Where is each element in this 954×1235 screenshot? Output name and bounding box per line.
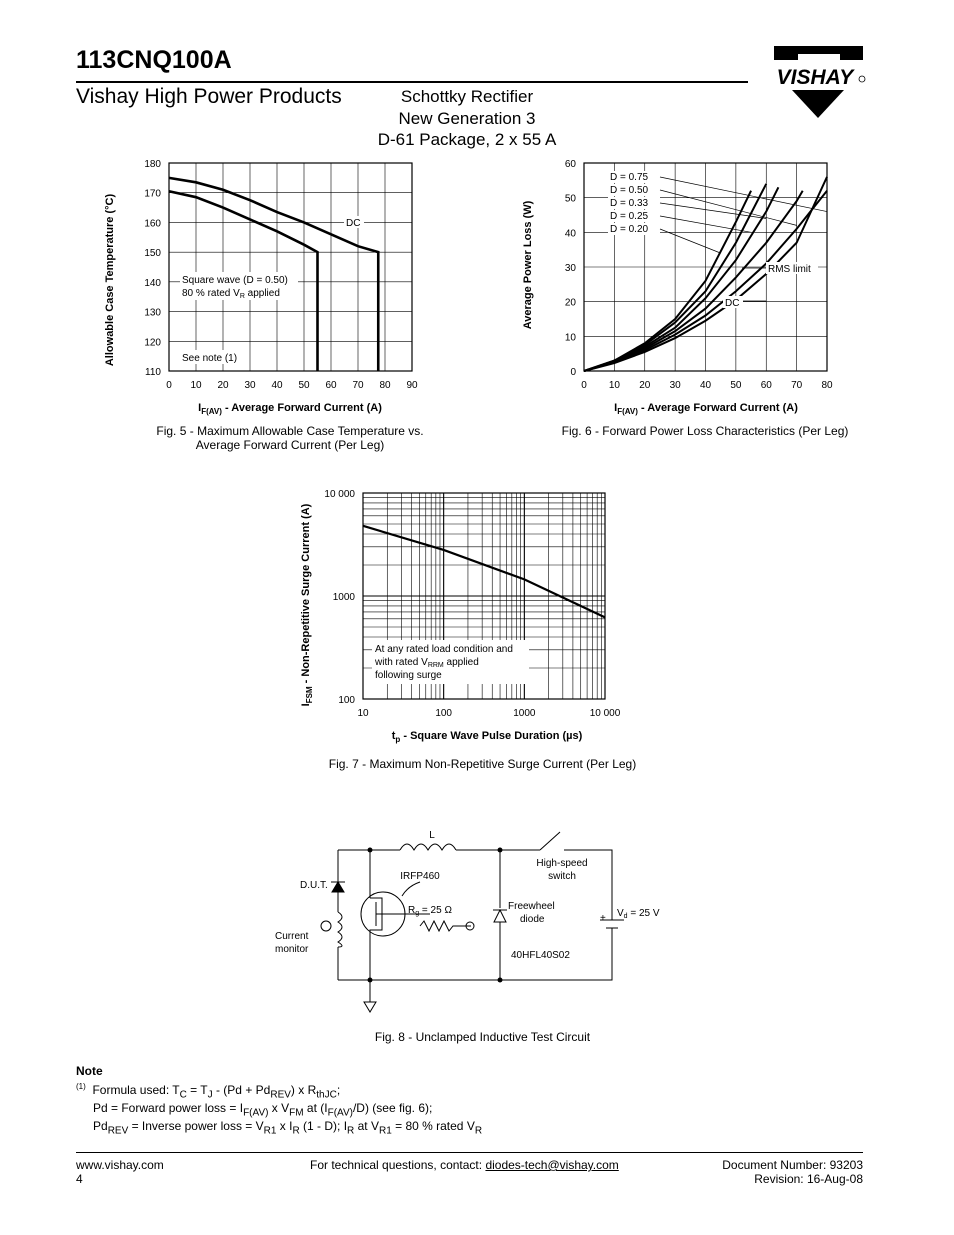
fig6-legend-label: D = 0.25 (610, 211, 649, 222)
fig6-legend-leader (660, 203, 766, 218)
fig5-xtick: 60 (325, 380, 337, 391)
fig5-xtick: 40 (271, 380, 283, 391)
fig6-xtick: 60 (760, 380, 772, 391)
label-part: 40HFL40S02 (511, 950, 570, 961)
vishay-logo (768, 46, 866, 120)
fig5-annot-sq2: 80 % rated $V_R$ applied (182, 288, 280, 300)
product-line-3: D-61 Package, 2 x 55 A (377, 130, 557, 149)
footer-website: www.vishay.com (76, 1158, 164, 1172)
contact-email-link[interactable]: diodes-tech@vishay.com (485, 1158, 619, 1172)
fig5-annot-note: See note (1) (182, 353, 238, 364)
fig7-caption: Fig. 7 - Maximum Non-Repetitive Surge Current (Per Leg) (328, 757, 637, 771)
label-rg: $R_g = 25$ Ω (408, 905, 452, 917)
fig5-ytick: 170 (144, 188, 161, 200)
footer-doc-number: Document Number: 93203 (722, 1158, 863, 1172)
label-fw2: diode (520, 914, 545, 925)
fig6-xtick: 30 (669, 380, 681, 391)
fig5-ytick: 140 (144, 277, 161, 289)
dut-diode (332, 882, 344, 892)
header-rule (76, 81, 748, 83)
fig6-xtick: 10 (608, 380, 620, 391)
fig6-xtick: 70 (791, 380, 803, 391)
fig6-ytick: 10 (564, 332, 576, 344)
fig5-grid (169, 163, 412, 371)
inductor-l (400, 844, 456, 850)
fig5-ytick: 180 (144, 159, 161, 170)
current-monitor-coil (338, 912, 342, 947)
fig5-xtick: 10 (190, 380, 202, 391)
fig6-ytick: 60 (564, 159, 576, 170)
fig6-ytick: 30 (564, 263, 576, 274)
note-body: $^{(1)}$ Formula used: $T_C = T_J - (Pd + Pd_{REV})$ x $R_{thJC}$; Pd = Forward power loss = $I_{F(AV)}$ x $V_{FM}$ at $(I_{F(AV)}/D)$ (see fig. 6); $Pd_{REV}$ = Inverse power loss = $V_{R1}$ x $I_R$ (1 - D); $I_R$ at $V_{R1} = 80$ % rated $V_R$ (76, 1082, 483, 1137)
footer-revision: Revision: 16-Aug-08 (754, 1171, 863, 1186)
fig6-legend-label: D = 0.50 (610, 185, 649, 196)
fig7-xtick: 10 000 (589, 708, 621, 719)
fig6-xtick: 0 (581, 380, 587, 391)
fig7-annot-3: following surge (375, 670, 442, 681)
footer-rule (76, 1152, 863, 1153)
product-description (362, 86, 572, 151)
label-cm1: Current (275, 931, 309, 942)
fig5-ytick: 130 (144, 307, 161, 319)
fig6-caption: Fig. 6 - Forward Power Loss Characteristics (Per Leg) (561, 424, 849, 438)
fig5-xtick: 50 (298, 380, 310, 391)
label-vd: $V_d = 25$ V (617, 908, 660, 920)
fig7-series-line (363, 526, 605, 618)
fig7-ytick: 100 (338, 695, 355, 706)
footer-right (700, 1159, 863, 1186)
fig6-ytick: 20 (564, 297, 576, 309)
fig5-xtick: 80 (379, 380, 391, 391)
fig6-legend-leader (660, 190, 797, 225)
fig7-ylabel: $I_{FSM}$ - Non-Repetitive Surge Current (A) (300, 503, 314, 707)
fig5-annot-sq1: Square wave (D = 0.50) (182, 275, 288, 286)
brand-line: Vishay High Power Products (76, 85, 342, 108)
high-speed-switch (540, 832, 560, 850)
fig5-frame (169, 163, 412, 371)
fig6-legend-label: D = 0.33 (610, 198, 649, 209)
fig7-series (363, 526, 605, 618)
product-line-2: New Generation 3 (398, 108, 536, 128)
fig6-xtick: 80 (821, 380, 833, 391)
fig6-chart (510, 150, 840, 420)
fig5-xtick: 20 (217, 380, 229, 391)
product-line-1: Schottky Rectifier (400, 87, 534, 106)
fig5-xtick: 90 (406, 380, 418, 391)
fig8-circuit (270, 822, 670, 1022)
label-dut: D.U.T. (300, 880, 328, 891)
fig5-ytick: 120 (144, 337, 161, 349)
label-plus: + (600, 913, 606, 924)
fig6-ytick: 40 (564, 228, 576, 240)
footer-left (76, 1159, 164, 1186)
fig5-chart (100, 150, 430, 420)
fig5-xtick: 70 (352, 380, 364, 391)
freewheel-diode (494, 910, 506, 922)
part-number: 113CNQ100A (76, 46, 232, 74)
fig5-ytick: 160 (144, 218, 161, 230)
footer-contact: For technical questions, contact: diodes-tech@vishay.com (310, 1158, 619, 1172)
label-cm2: monitor (275, 944, 309, 955)
fig7-chart (295, 480, 640, 750)
fig5-ylabel: Allowable Case Temperature (°C) (104, 193, 116, 367)
fig5-ytick: 150 (144, 248, 161, 260)
fig5-xtick: 30 (244, 380, 256, 391)
fig5-ytick: 110 (145, 367, 161, 378)
fig5-xlabel: $I_{F(AV)}$ - Average Forward Current (A) (198, 402, 382, 416)
fig7-annot-1: At any rated load condition and (375, 644, 513, 655)
fig6-ylabel: Average Power Loss (W) (522, 200, 534, 330)
resistor-rg (420, 921, 471, 931)
fig6-legend-label: D = 0.75 (610, 172, 649, 183)
fig6-legend-label: D = 0.20 (610, 224, 649, 235)
fig7-ytick: 1000 (332, 592, 355, 603)
fig6-xtick: 50 (730, 380, 742, 391)
label-fw1: Freewheel (508, 901, 555, 912)
fig5-annot-dc: DC (346, 218, 361, 229)
fig5-caption: Fig. 5 - Maximum Allowable Case Temperature vs. Average Forward Current (Per Leg) (156, 424, 424, 452)
fig8-caption: Fig. 8 - Unclamped Inductive Test Circuit (374, 1030, 591, 1044)
fig6-xlabel: $I_{F(AV)}$ - Average Forward Current (A) (614, 402, 798, 416)
fig6-annot-rms: RMS limit (768, 264, 811, 275)
ground-symbol (364, 1002, 376, 1012)
fig7-ytick: 10 000 (324, 489, 355, 500)
label-hs1: High-speed (536, 858, 588, 869)
fig6-ytick: 0 (570, 367, 576, 378)
label-l: L (429, 830, 435, 841)
fig6-annot-dc: DC (725, 298, 740, 309)
note-title: Note (76, 1064, 103, 1078)
fig7-xtick: 10 (357, 708, 369, 719)
fig6-ticks (565, 159, 833, 391)
fig6-xtick: 40 (699, 380, 712, 391)
footer-page: 4 (76, 1171, 83, 1186)
fig7-annot-2: with rated $V_{RRM}$ applied (375, 657, 479, 669)
fig7-xtick: 100 (435, 708, 453, 719)
fig6-legend (608, 171, 827, 253)
fig7-xtick: 1000 (513, 708, 536, 719)
logo-text: VISHAY (776, 66, 854, 89)
label-irfp: IRFP460 (400, 871, 440, 882)
label-hs2: switch (548, 871, 576, 882)
fig5-xtick: 0 (166, 380, 172, 391)
fig6-xtick: 20 (639, 380, 651, 391)
note-marker: (1) (76, 1082, 86, 1091)
fig7-xlabel: $t_p$ - Square Wave Pulse Duration (µs) (391, 730, 583, 744)
fig6-ytick: 50 (564, 193, 576, 205)
